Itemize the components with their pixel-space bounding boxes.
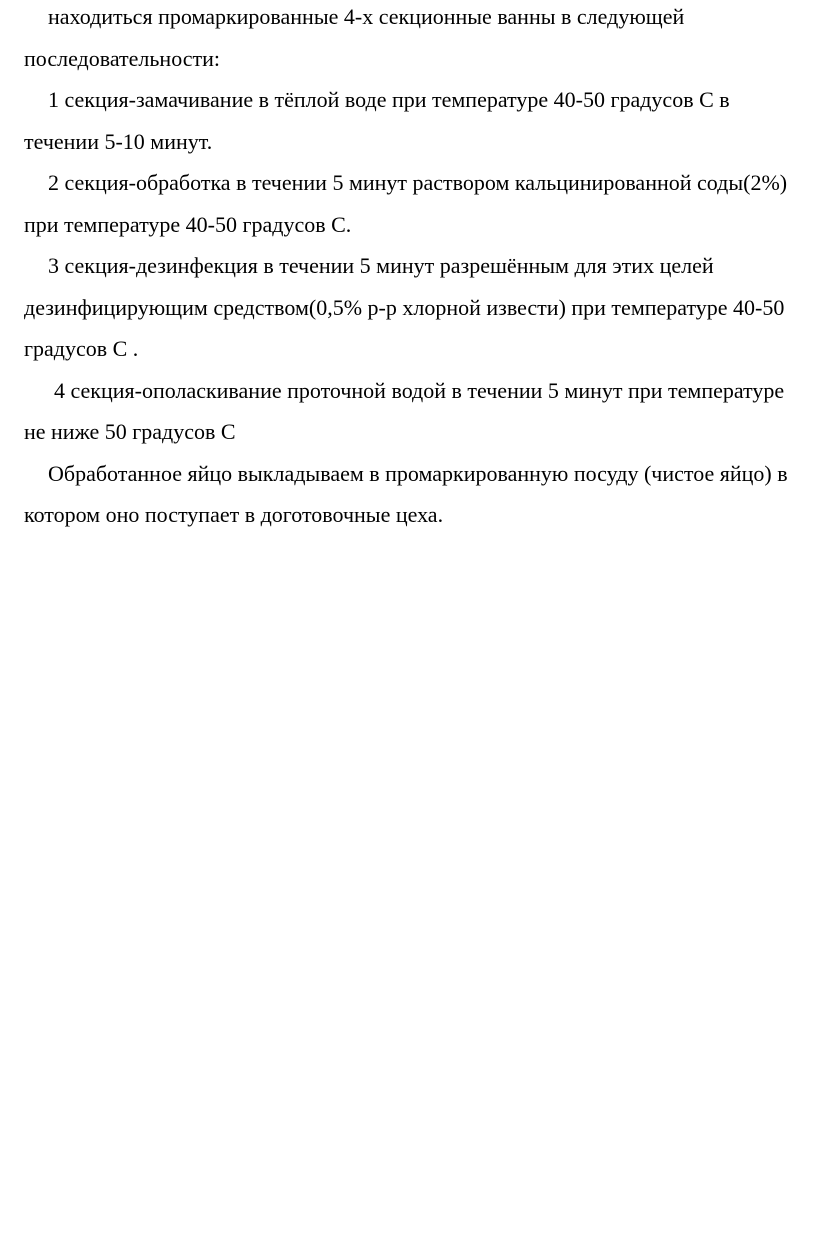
paragraph-section-2: 2 секция-обработка в течении 5 минут раствором кальцинированной соды(2%) при температуре 40-50 градусов С. [24,170,788,237]
document-body [24,0,794,540]
paragraph-conclusion: Обработанное яйцо выкладываем в промаркированную посуду (чистое яйцо) в котором оно поступает в доготовочные цеха. [24,460,788,527]
paragraph-section-1: 1 секция-замачивание в тёплой воде при температуре 40-50 градусов С в течении 5-10 минут. [24,87,730,154]
paragraph-section-3: 3 секция-дезинфекция в течении 5 минут разрешённым для этих целей дезинфицирующим средством(0,5% р-р хлорной извести) при температуре 40-50 градусов С . [24,253,785,361]
paragraph-section-4: 4 секция-ополаскивание проточной водой в течении 5 минут при температуре не ниже 50 градусов С [24,377,785,444]
paragraph-intro: находиться промаркированные 4-х секционные ванны в следующей последовательности: [24,4,685,71]
